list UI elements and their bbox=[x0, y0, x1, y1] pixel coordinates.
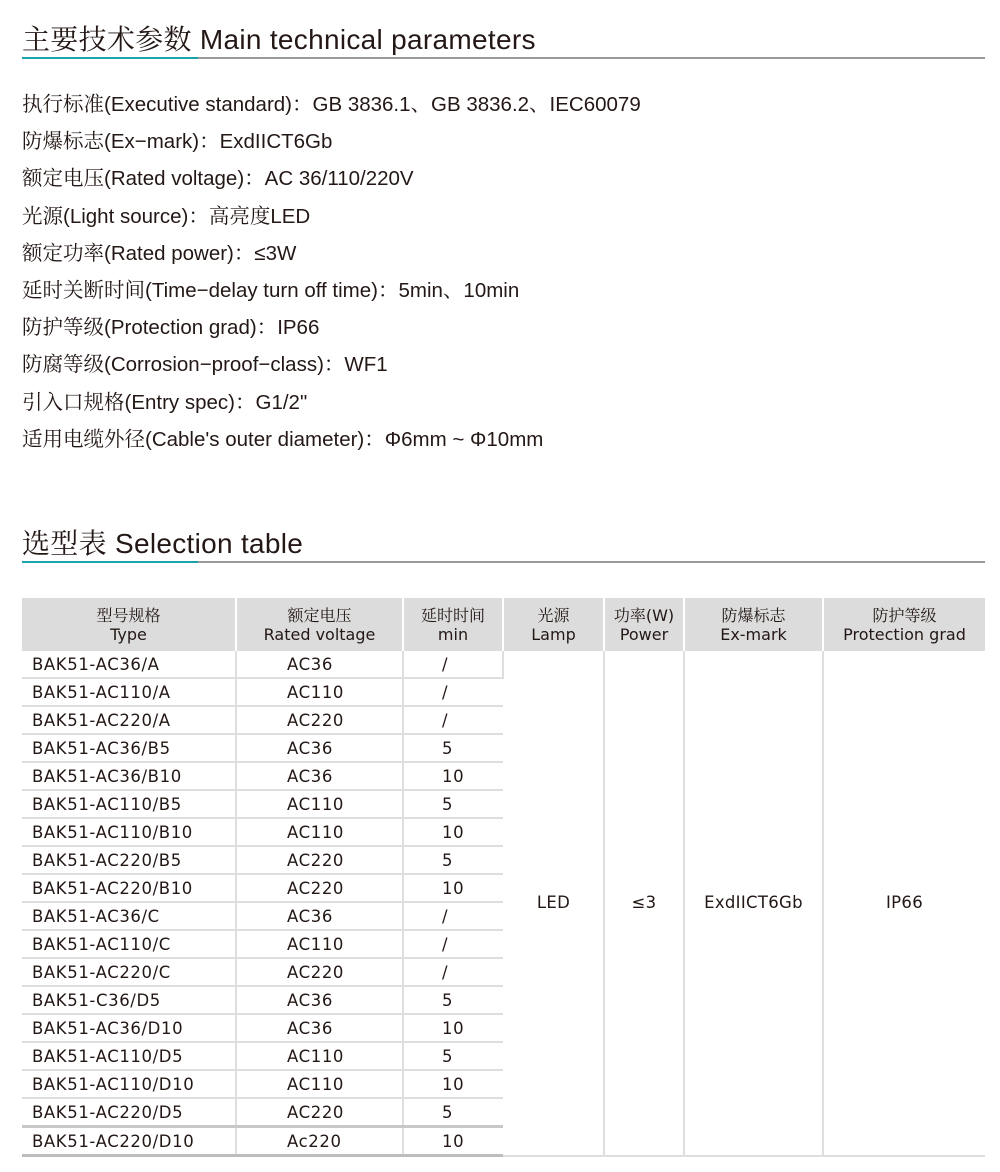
cell-min: / bbox=[403, 651, 503, 678]
cell-voltage: AC220 bbox=[236, 706, 403, 734]
cell-min: 5 bbox=[403, 846, 503, 874]
cell-type: BAK51-AC220/D10 bbox=[22, 1127, 236, 1156]
cell-min: 10 bbox=[403, 1070, 503, 1098]
header-rated-voltage: 额定电压 Rated voltage bbox=[236, 598, 403, 651]
cell-type: BAK51-AC110/A bbox=[22, 678, 236, 706]
param-rated-power: 额定功率(Rated power)：≤3W bbox=[22, 241, 297, 265]
cell-voltage: AC110 bbox=[236, 818, 403, 846]
param-cable-diameter: 适用电缆外径(Cable's outer diameter)：Φ6mm ~ Φ10mm bbox=[22, 427, 544, 451]
cell-voltage: AC36 bbox=[236, 986, 403, 1014]
cell-voltage: AC36 bbox=[236, 651, 403, 678]
params-section-title: 主要技术参数 Main technical parameters bbox=[22, 24, 536, 55]
cell-type: BAK51-AC110/C bbox=[22, 930, 236, 958]
cell-voltage: AC220 bbox=[236, 874, 403, 902]
cell-min: / bbox=[403, 958, 503, 986]
param-rated-voltage: 额定电压(Rated voltage)：AC 36/110/220V bbox=[22, 167, 414, 191]
header-protection-grad: 防护等级 Protection grad bbox=[823, 598, 985, 651]
param-light-source: 光源(Light source)：高亮度LED bbox=[22, 204, 311, 228]
cell-type: BAK51-AC110/D5 bbox=[22, 1042, 236, 1070]
cell-type: BAK51-AC110/B5 bbox=[22, 790, 236, 818]
cell-min: / bbox=[403, 902, 503, 930]
cell-min: 5 bbox=[403, 1098, 503, 1127]
cell-type: BAK51-AC36/D10 bbox=[22, 1014, 236, 1042]
cell-voltage: AC110 bbox=[236, 1042, 403, 1070]
cell-type: BAK51-AC220/C bbox=[22, 958, 236, 986]
header-ex-mark: 防爆标志 Ex-mark bbox=[684, 598, 823, 651]
param-ex-mark: 防爆标志(Ex−mark)：ExdIICT6Gb bbox=[22, 130, 333, 154]
cell-min: / bbox=[403, 930, 503, 958]
cell-min: 10 bbox=[403, 1014, 503, 1042]
cell-type: BAK51-AC110/D10 bbox=[22, 1070, 236, 1098]
cell-voltage: AC36 bbox=[236, 902, 403, 930]
selection-table bbox=[22, 598, 985, 1157]
param-time-delay: 延时关断时间(Time−delay turn off time)：5min、10min bbox=[22, 278, 520, 302]
table-row bbox=[22, 651, 985, 678]
cell-lamp: LED bbox=[503, 651, 604, 1156]
parameter-list bbox=[22, 88, 641, 460]
cell-voltage: AC110 bbox=[236, 678, 403, 706]
cell-voltage: AC36 bbox=[236, 1014, 403, 1042]
cell-min: 10 bbox=[403, 818, 503, 846]
cell-voltage: AC36 bbox=[236, 762, 403, 790]
cell-min: / bbox=[403, 678, 503, 706]
cell-min: 5 bbox=[403, 734, 503, 762]
rule-accent bbox=[22, 57, 198, 59]
cell-voltage: AC110 bbox=[236, 930, 403, 958]
cell-voltage: AC220 bbox=[236, 958, 403, 986]
cell-type: BAK51-AC220/B10 bbox=[22, 874, 236, 902]
table-header-row bbox=[22, 598, 985, 651]
cell-type: BAK51-AC36/A bbox=[22, 651, 236, 678]
cell-protection: IP66 bbox=[823, 651, 985, 1156]
cell-voltage: AC110 bbox=[236, 1070, 403, 1098]
cell-voltage: AC36 bbox=[236, 734, 403, 762]
cell-power: ≤3 bbox=[604, 651, 684, 1156]
cell-min: 5 bbox=[403, 1042, 503, 1070]
cell-min: 10 bbox=[403, 762, 503, 790]
cell-min: 10 bbox=[403, 874, 503, 902]
table-section-title: 选型表 Selection table bbox=[22, 528, 304, 559]
cell-type: BAK51-AC36/C bbox=[22, 902, 236, 930]
header-power: 功率(W) Power bbox=[604, 598, 684, 651]
cell-voltage: AC220 bbox=[236, 846, 403, 874]
param-corrosion-class: 防腐等级(Corrosion−proof−class)：WF1 bbox=[22, 353, 388, 377]
param-executive-standard: 执行标准(Executive standard)：GB 3836.1、GB 3836.2、IEC60079 bbox=[22, 93, 641, 116]
cell-min: / bbox=[403, 706, 503, 734]
cell-min: 10 bbox=[403, 1127, 503, 1156]
cell-type: BAK51-AC36/B10 bbox=[22, 762, 236, 790]
cell-voltage: Ac220 bbox=[236, 1127, 403, 1156]
header-lamp: 光源 Lamp bbox=[503, 598, 604, 651]
header-type: 型号规格 Type bbox=[22, 598, 236, 651]
cell-min: 5 bbox=[403, 790, 503, 818]
cell-ex-mark: ExdIICT6Gb bbox=[684, 651, 823, 1156]
cell-type: BAK51-AC220/B5 bbox=[22, 846, 236, 874]
cell-type: BAK51-AC36/B5 bbox=[22, 734, 236, 762]
table-title-rule bbox=[22, 561, 985, 563]
cell-type: BAK51-AC110/B10 bbox=[22, 818, 236, 846]
rule-accent bbox=[22, 561, 198, 563]
cell-voltage: AC110 bbox=[236, 790, 403, 818]
cell-voltage: AC220 bbox=[236, 1098, 403, 1127]
param-protection-grad: 防护等级(Protection grad)：IP66 bbox=[22, 316, 320, 340]
cell-type: BAK51-C36/D5 bbox=[22, 986, 236, 1014]
cell-min: 5 bbox=[403, 986, 503, 1014]
param-entry-spec: 引入口规格(Entry spec)：G1/2" bbox=[22, 390, 308, 414]
cell-type: BAK51-AC220/A bbox=[22, 706, 236, 734]
params-title-rule bbox=[22, 57, 985, 59]
header-delay-time: 延时时间 min bbox=[403, 598, 503, 651]
cell-type: BAK51-AC220/D5 bbox=[22, 1098, 236, 1127]
